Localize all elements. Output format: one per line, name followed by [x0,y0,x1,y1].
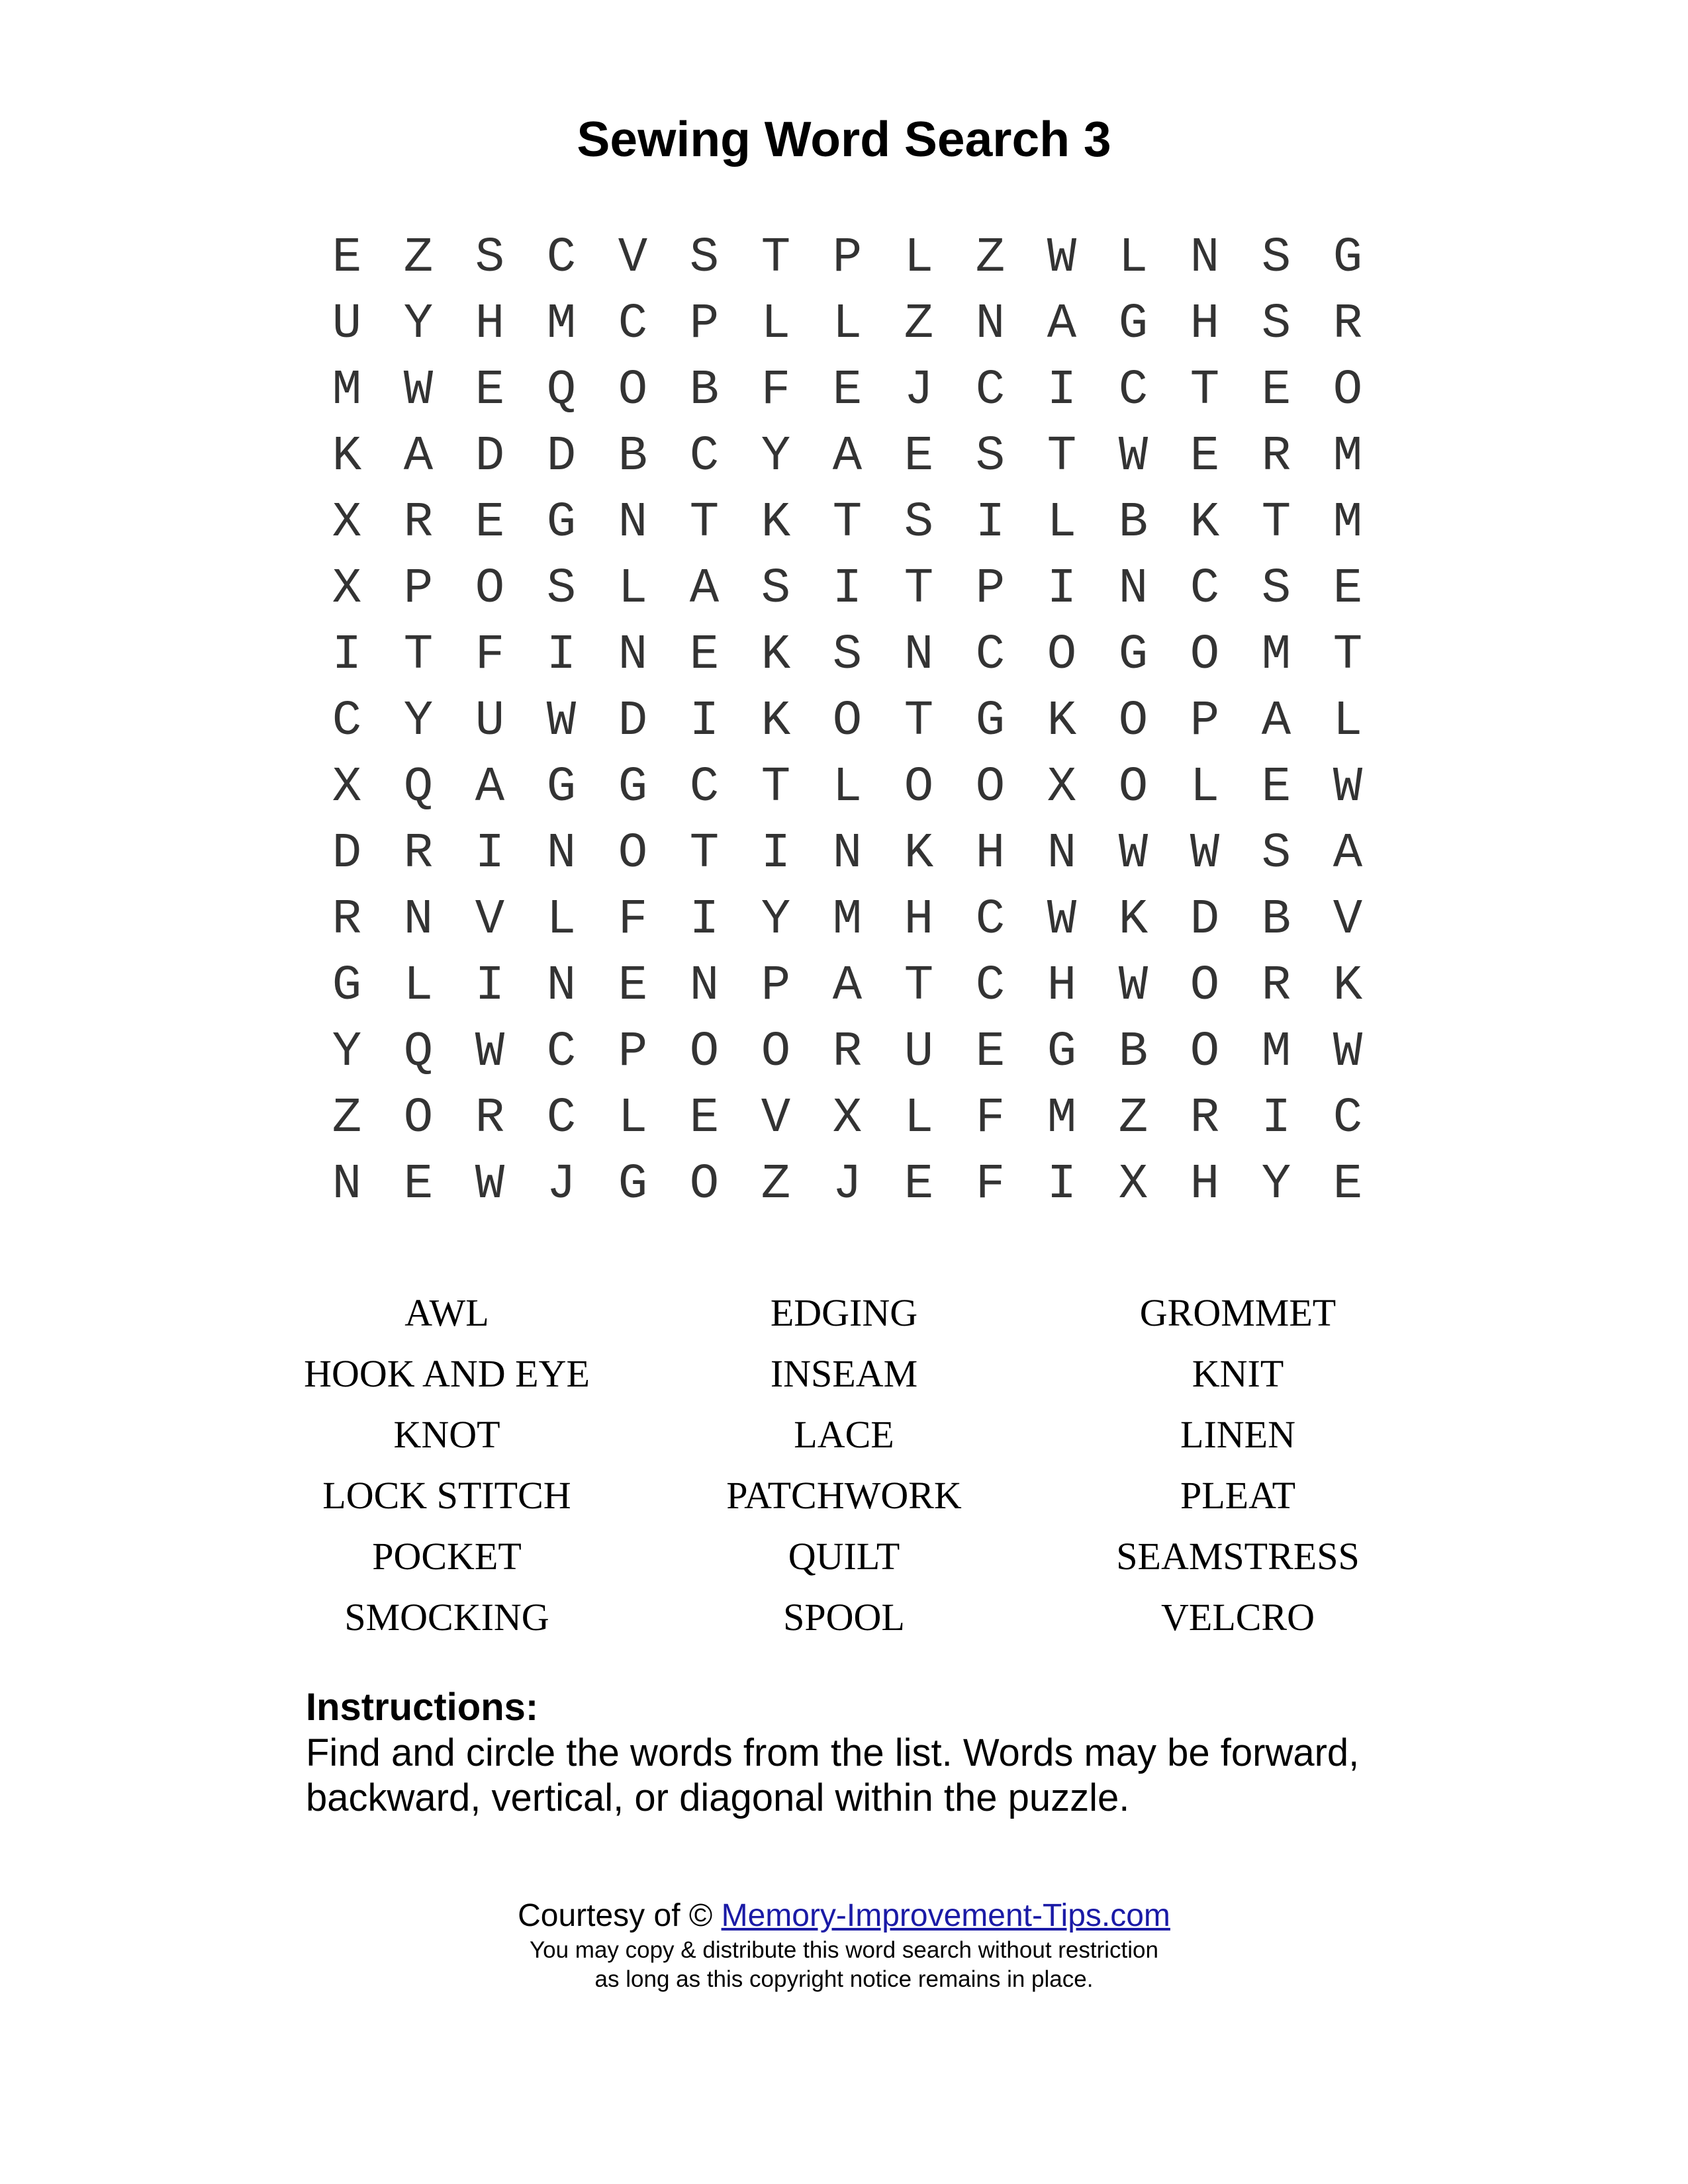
grid-letter: W [1333,760,1363,815]
grid-letter: O [475,561,505,617]
word-list-item: VELCRO [1161,1596,1315,1639]
grid-letter: H [975,826,1006,882]
grid-letter: D [546,429,577,484]
grid-letter: M [1261,1024,1291,1080]
grid-letter: E [618,958,648,1014]
grid-letter: O [618,826,648,882]
grid-letter: F [975,1157,1006,1212]
grid-letter: L [904,1091,934,1146]
grid-row [311,622,1383,688]
word-list-item: HOOK AND EYE [304,1352,590,1395]
grid-row [311,754,1383,821]
grid-letter: C [546,1024,577,1080]
word-list-item: AWL [404,1291,489,1334]
grid-letter: X [332,495,362,551]
grid-letter: W [1118,429,1149,484]
grid-letter: L [546,892,577,948]
word-list-item: PATCHWORK [726,1474,962,1517]
grid-letter: P [832,230,863,286]
grid-letter: L [832,296,863,352]
grid-row [311,1152,1383,1218]
grid-letter: R [475,1091,505,1146]
word-list-item: EDGING [770,1291,918,1334]
grid-letter: R [1261,429,1291,484]
grid-letter: E [403,1157,434,1212]
grid-letter: N [332,1157,362,1212]
grid-letter: T [904,561,934,617]
grid-letter: R [1190,1091,1220,1146]
grid-letter: K [1047,694,1077,749]
grid-letter: G [1118,627,1149,683]
grid-letter: N [689,958,720,1014]
grid-letter: O [618,363,648,418]
grid-letter: O [403,1091,434,1146]
copyright-notice-line-1: You may copy & distribute this word search without restriction [530,1937,1158,1963]
grid-letter: I [1261,1091,1291,1146]
word-list-item: LOCK STITCH [322,1474,571,1517]
grid-letter: B [1261,892,1291,948]
grid-letter: E [832,363,863,418]
grid-letter: K [761,694,791,749]
copyright-notice-line-2: as long as this copyright notice remains in place. [594,1966,1094,1992]
grid-letter: B [618,429,648,484]
word-list-item: SMOCKING [344,1596,549,1639]
grid-letter: L [403,958,434,1014]
grid-letter: M [1047,1091,1077,1146]
grid-letter: W [1047,892,1077,948]
word-row [0,1587,1688,1648]
word-list-item: QUILT [788,1535,900,1578]
grid-letter: M [546,296,577,352]
grid-letter: W [475,1024,505,1080]
grid-letter: M [1261,627,1291,683]
grid-letter: S [832,627,863,683]
instructions [306,1684,1431,1821]
grid-letter: I [332,627,362,683]
grid-letter: Z [904,296,934,352]
grid-letter: T [1190,363,1220,418]
grid-letter: G [332,958,362,1014]
grid-row [311,688,1383,754]
grid-letter: G [1333,230,1363,286]
grid-letter: E [1333,1157,1363,1212]
grid-letter: W [403,363,434,418]
word-row [0,1283,1688,1343]
grid-letter: P [1190,694,1220,749]
grid-letter: O [1333,363,1363,418]
grid-letter: B [1118,1024,1149,1080]
grid-letter: B [1118,495,1149,551]
grid-letter: E [904,429,934,484]
grid-letter: N [1190,230,1220,286]
grid-letter: Y [403,296,434,352]
grid-letter: K [1118,892,1149,948]
grid-row [311,357,1383,424]
grid-letter: C [975,627,1006,683]
grid-letter: J [832,1157,863,1212]
grid-letter: M [1333,429,1363,484]
grid-letter: E [975,1024,1006,1080]
grid-letter: F [761,363,791,418]
grid-letter: O [832,694,863,749]
grid-letter: C [975,958,1006,1014]
grid-letter: C [975,892,1006,948]
grid-letter: T [403,627,434,683]
word-list-item: LINEN [1180,1413,1295,1456]
grid-letter: Z [332,1091,362,1146]
grid-letter: A [832,429,863,484]
grid-letter: E [1261,363,1291,418]
grid-letter: R [1261,958,1291,1014]
grid-letter: N [1047,826,1077,882]
grid-letter: E [475,495,505,551]
grid-letter: C [618,296,648,352]
courtesy-prefix: Courtesy of © [518,1898,713,1933]
grid-letter: H [475,296,505,352]
grid-letter: T [761,230,791,286]
word-list-item: KNOT [393,1413,500,1456]
grid-letter: T [1047,429,1077,484]
grid-letter: Y [403,694,434,749]
grid-letter: T [1261,495,1291,551]
grid-row [311,424,1383,490]
grid-letter: O [689,1024,720,1080]
grid-letter: B [689,363,720,418]
grid-letter: G [546,495,577,551]
grid-letter: T [904,958,934,1014]
grid-letter: I [761,826,791,882]
page-title: Sewing Word Search 3 [577,111,1111,167]
grid-letter: U [332,296,362,352]
grid-letter: X [1118,1157,1149,1212]
grid-letter: T [832,495,863,551]
grid-letter: T [689,826,720,882]
grid-letter: R [403,826,434,882]
grid-letter: A [403,429,434,484]
grid-letter: O [904,760,934,815]
grid-letter: O [975,760,1006,815]
grid-letter: O [1190,1024,1220,1080]
grid-letter: K [904,826,934,882]
grid-letter: I [475,958,505,1014]
grid-letter: W [1118,826,1149,882]
grid-letter: K [761,495,791,551]
word-row [0,1404,1688,1465]
grid-letter: S [1261,561,1291,617]
grid-letter: T [904,694,934,749]
grid-letter: N [975,296,1006,352]
grid-letter: A [1333,826,1363,882]
grid-letter: J [904,363,934,418]
grid-letter: Q [403,760,434,815]
grid-letter: C [689,429,720,484]
word-list-item: KNIT [1192,1352,1284,1395]
grid-letter: W [1118,958,1149,1014]
grid-letter: E [904,1157,934,1212]
grid-letter: A [1261,694,1291,749]
grid-letter: N [1118,561,1149,617]
grid-letter: W [1190,826,1220,882]
grid-letter: H [1190,296,1220,352]
grid-letter: U [904,1024,934,1080]
grid-row [311,490,1383,556]
grid-letter: D [1190,892,1220,948]
grid-letter: C [1118,363,1149,418]
grid-letter: G [975,694,1006,749]
grid-letter: Y [1261,1157,1291,1212]
grid-letter: K [761,627,791,683]
grid-letter: Y [761,429,791,484]
grid-letter: Z [403,230,434,286]
grid-letter: C [1333,1091,1363,1146]
grid-letter: D [332,826,362,882]
grid-letter: E [332,230,362,286]
grid-letter: O [689,1157,720,1212]
grid-letter: S [689,230,720,286]
grid-letter: R [403,495,434,551]
grid-letter: M [1333,495,1363,551]
grid-letter: L [761,296,791,352]
grid-letter: O [1118,694,1149,749]
word-row [0,1343,1688,1404]
grid-letter: S [1261,826,1291,882]
grid-letter: M [332,363,362,418]
grid-letter: V [1333,892,1363,948]
grid-letter: D [475,429,505,484]
grid-row [311,556,1383,622]
word-list-item: GROMMET [1139,1291,1336,1334]
word-list-item: SPOOL [783,1596,905,1639]
grid-letter: X [832,1091,863,1146]
grid-letter: C [689,760,720,815]
grid-letter: R [332,892,362,948]
grid-letter: S [761,561,791,617]
grid-letter: H [1190,1157,1220,1212]
grid-letter: L [832,760,863,815]
grid-letter: F [975,1091,1006,1146]
grid-letter: K [332,429,362,484]
grid-letter: P [403,561,434,617]
grid-letter: E [689,627,720,683]
grid-letter: E [475,363,505,418]
grid-letter: N [618,627,648,683]
grid-letter: T [1333,627,1363,683]
grid-letter: S [975,429,1006,484]
word-list-item: INSEAM [770,1352,918,1395]
instructions-line-1: Find and circle the words from the list. Words may be forward, [306,1731,1360,1774]
grid-row [311,1085,1383,1152]
grid-letter: K [1190,495,1220,551]
grid-letter: E [1190,429,1220,484]
grid-letter: O [1118,760,1149,815]
grid-letter: C [546,1091,577,1146]
grid-letter: W [1333,1024,1363,1080]
grid-letter: O [1190,627,1220,683]
grid-letter: E [1333,561,1363,617]
grid-letter: N [546,826,577,882]
site-link[interactable]: Memory-Improvement-Tips.com [721,1898,1170,1933]
grid-letter: R [1333,296,1363,352]
grid-letter: D [618,694,648,749]
letter-grid [311,225,1383,1218]
grid-letter: R [832,1024,863,1080]
grid-letter: A [475,760,505,815]
grid-letter: F [618,892,648,948]
grid-letter: A [832,958,863,1014]
grid-letter: A [1047,296,1077,352]
grid-letter: G [1047,1024,1077,1080]
grid-letter: O [761,1024,791,1080]
grid-letter: N [904,627,934,683]
grid-letter: U [475,694,505,749]
instructions-heading: Instructions: [306,1686,539,1729]
grid-letter: Y [332,1024,362,1080]
grid-letter: C [1190,561,1220,617]
grid-letter: S [475,230,505,286]
grid-letter: P [975,561,1006,617]
grid-row [311,821,1383,887]
grid-letter: I [832,561,863,617]
grid-letter: Q [546,363,577,418]
grid-letter: C [332,694,362,749]
courtesy-line [0,1896,1688,1936]
grid-letter: P [761,958,791,1014]
grid-letter: C [546,230,577,286]
word-list-item: PLEAT [1180,1474,1295,1517]
grid-letter: G [546,760,577,815]
grid-letter: N [403,892,434,948]
grid-row [311,225,1383,291]
grid-letter: Z [975,230,1006,286]
grid-letter: E [1261,760,1291,815]
grid-letter: H [904,892,934,948]
grid-letter: N [546,958,577,1014]
grid-letter: S [1261,230,1291,286]
grid-letter: A [689,561,720,617]
word-list-item: LACE [794,1413,894,1456]
word-row [0,1526,1688,1587]
grid-letter: I [475,826,505,882]
grid-letter: E [689,1091,720,1146]
grid-row [311,953,1383,1019]
grid-letter: L [618,1091,648,1146]
grid-letter: L [904,230,934,286]
grid-letter: T [689,495,720,551]
grid-letter: P [689,296,720,352]
grid-letter: I [1047,561,1077,617]
grid-letter: Z [1118,1091,1149,1146]
grid-letter: V [475,892,505,948]
grid-letter: O [1047,627,1077,683]
grid-letter: L [1118,230,1149,286]
grid-letter: H [1047,958,1077,1014]
footer [0,1896,1688,1994]
grid-letter: P [618,1024,648,1080]
grid-letter: L [1333,694,1363,749]
grid-letter: M [832,892,863,948]
grid-letter: S [546,561,577,617]
grid-letter: T [761,760,791,815]
grid-letter: I [689,694,720,749]
word-row [0,1465,1688,1526]
grid-letter: F [475,627,505,683]
grid-letter: S [904,495,934,551]
grid-letter: G [618,760,648,815]
grid-row [311,291,1383,357]
grid-letter: X [1047,760,1077,815]
grid-letter: L [618,561,648,617]
grid-row [311,1019,1383,1085]
grid-letter: W [1047,230,1077,286]
grid-letter: W [475,1157,505,1212]
grid-letter: Z [761,1157,791,1212]
grid-letter: I [689,892,720,948]
grid-letter: L [1190,760,1220,815]
grid-letter: C [975,363,1006,418]
grid-letter: G [618,1157,648,1212]
grid-letter: Q [403,1024,434,1080]
grid-letter: G [1118,296,1149,352]
grid-letter: K [1333,958,1363,1014]
grid-letter: Y [761,892,791,948]
word-list-item: POCKET [372,1535,522,1578]
grid-letter: N [618,495,648,551]
grid-row [311,887,1383,953]
grid-letter: X [332,561,362,617]
grid-letter: V [618,230,648,286]
grid-letter: I [1047,1157,1077,1212]
grid-letter: I [1047,363,1077,418]
instructions-line-2: backward, vertical, or diagonal within the puzzle. [306,1776,1130,1819]
grid-letter: L [1047,495,1077,551]
grid-letter: S [1261,296,1291,352]
grid-letter: V [761,1091,791,1146]
word-list-item: SEAMSTRESS [1116,1535,1360,1578]
grid-letter: N [832,826,863,882]
grid-letter: I [975,495,1006,551]
grid-letter: W [546,694,577,749]
grid-letter: X [332,760,362,815]
grid-letter: I [546,627,577,683]
grid-letter: O [1190,958,1220,1014]
grid-letter: J [546,1157,577,1212]
